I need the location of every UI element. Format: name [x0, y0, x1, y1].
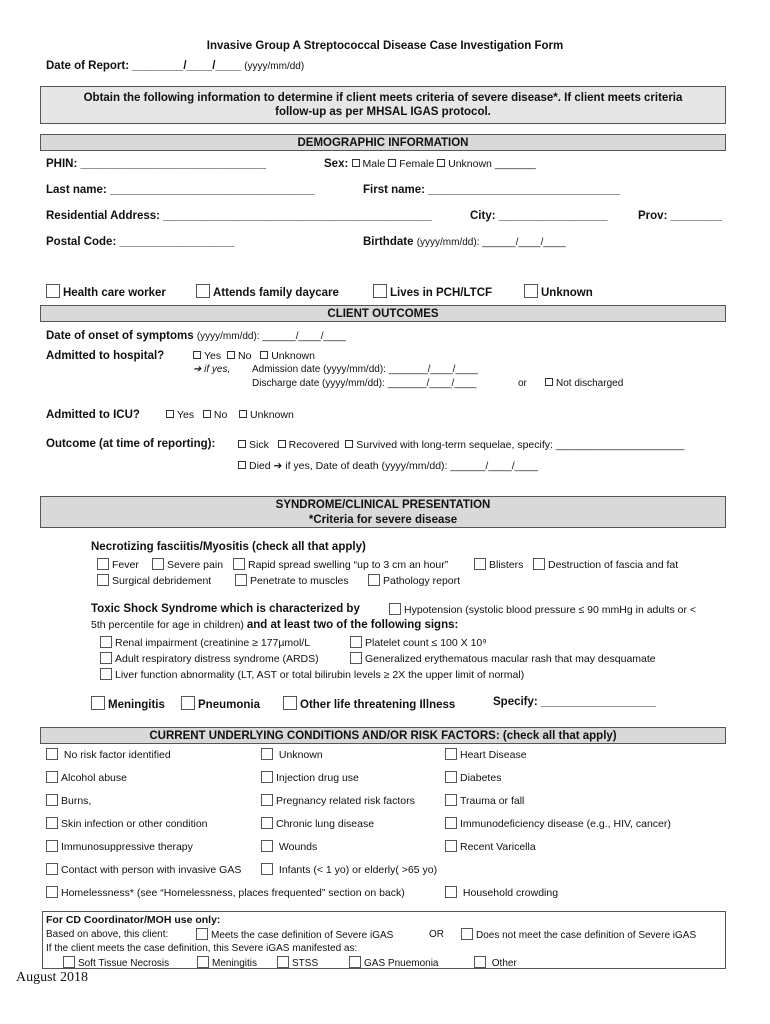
manifest-other[interactable]: Other	[474, 956, 517, 969]
birthdate-field[interactable]: Birthdate (yyyy/mm/dd): ______/____/____	[363, 236, 566, 248]
manifest-meningitis[interactable]: Meningitis	[197, 956, 257, 969]
other-illness-option[interactable]: Other life threatening Illness	[283, 696, 455, 711]
risk-heading: CURRENT UNDERLYING CONDITIONS AND/OR RISK FACTORS: (check all that apply)	[40, 727, 726, 744]
admission-date-field[interactable]: Admission date (yyyy/mm/dd): _______/____/____	[252, 364, 478, 375]
died-option[interactable]: Died ➔ if yes, Date of death (yyyy/mm/dd): ______/____/____	[238, 460, 538, 472]
coordinator-line1: Based on above, this client:	[46, 929, 169, 940]
risk-immunosuppressive[interactable]: Immunosuppressive therapy	[46, 840, 193, 853]
risk-immunodeficiency[interactable]: Immunodeficiency disease (e.g., HIV, cancer)	[445, 817, 671, 830]
client-outcomes-heading: CLIENT OUTCOMES	[40, 305, 726, 322]
risk-age[interactable]: Infants (< 1 yo) or elderly( >65 yo)	[261, 863, 437, 876]
risk-homelessness[interactable]: Homelessness* (see “Homelessness, places frequented” section on back)	[46, 886, 405, 899]
flag-pch-ltcf[interactable]: Lives in PCH/LTCF	[373, 284, 492, 299]
hospital-options[interactable]: Yes No Unknown	[193, 350, 315, 362]
address-field[interactable]: Residential Address: __________________________________________	[46, 210, 432, 222]
tss-liver[interactable]: Liver function abnormality (LT, AST or total bilirubin levels ≥ 2X the upper limit of normal)	[100, 668, 524, 681]
nf-blisters[interactable]: Blisters	[474, 558, 523, 571]
demographic-heading: DEMOGRAPHIC INFORMATION	[40, 134, 726, 151]
nf-title: Necrotizing fasciitis/Myositis (check all that apply)	[91, 541, 366, 553]
nf-fascia[interactable]: Destruction of fascia and fat	[533, 558, 678, 571]
not-meets-definition-option[interactable]: Does not meet the case definition of Severe iGAS	[461, 928, 696, 941]
tss-title: Toxic Shock Syndrome which is characterized by	[91, 603, 360, 615]
nf-fever[interactable]: Fever	[97, 558, 139, 571]
risk-heart[interactable]: Heart Disease	[445, 748, 527, 761]
risk-burns[interactable]: Burns,	[46, 794, 91, 807]
nf-muscles[interactable]: Penetrate to muscles	[235, 574, 349, 587]
risk-diabetes[interactable]: Diabetes	[445, 771, 501, 784]
meningitis-option[interactable]: Meningitis	[91, 696, 165, 711]
specify-field[interactable]: Specify: __________________	[493, 696, 657, 708]
onset-date-field[interactable]: Date of onset of symptoms (yyyy/mm/dd): ______/____/____	[46, 330, 346, 342]
sex-field[interactable]: Sex: Male Female Unknown _______	[324, 158, 536, 170]
intro-line1: Obtain the following information to determine if client meets criteria of severe disease*. If client meets criteria	[83, 92, 683, 104]
form-title: Invasive Group A Streptococcal Disease Case Investigation Form	[206, 40, 564, 52]
risk-unknown[interactable]: Unknown	[261, 748, 323, 761]
risk-wounds[interactable]: Wounds	[261, 840, 317, 853]
pneumonia-option[interactable]: Pneumonia	[181, 696, 260, 711]
tss-percentile: 5th percentile for age in children) and at least two of the following signs:	[91, 619, 459, 631]
city-field[interactable]: City: _________________	[470, 210, 608, 222]
risk-injection-drug[interactable]: Injection drug use	[261, 771, 359, 784]
intro-line2: follow-up as per MHSAL IGAS protocol.	[275, 106, 491, 118]
discharge-date-field[interactable]: Discharge date (yyyy/mm/dd): _______/____/____	[252, 378, 477, 389]
manifest-gas-pneumonia[interactable]: GAS Pnuemonia	[349, 956, 439, 969]
outcome-label: Outcome (at time of reporting):	[46, 438, 216, 450]
manifest-soft-tissue[interactable]: Soft Tissue Necrosis	[63, 956, 169, 969]
coordinator-line2: If the client meets the case definition, this Severe iGAS manifested as:	[46, 943, 358, 954]
phin-field[interactable]: PHIN: _____________________________	[46, 158, 266, 170]
risk-contact-gas[interactable]: Contact with person with invasive GAS	[46, 863, 241, 876]
date-of-report[interactable]: Date of Report: ________/____/____ (yyyy/mm/dd)	[46, 60, 305, 72]
tss-renal[interactable]: Renal impairment (creatinine ≥ 177µmol/L	[100, 636, 310, 649]
risk-alcohol[interactable]: Alcohol abuse	[46, 771, 127, 784]
prov-field[interactable]: Prov: ________	[638, 210, 722, 222]
coordinator-or: OR	[429, 929, 444, 940]
risk-no-factor[interactable]: No risk factor identified	[46, 748, 171, 761]
risk-crowding[interactable]: Household crowding	[445, 886, 558, 899]
footer-date: August 2018	[16, 970, 88, 985]
postal-code-field[interactable]: Postal Code: __________________	[46, 236, 235, 248]
flag-health-care-worker[interactable]: Health care worker	[46, 284, 166, 299]
nf-surgical[interactable]: Surgical debridement	[97, 574, 211, 587]
risk-pregnancy[interactable]: Pregnancy related risk factors	[261, 794, 415, 807]
outcome-options[interactable]: Sick Recovered Survived with long-term sequelae, specify: ______________________	[238, 439, 684, 451]
nf-pathology[interactable]: Pathology report	[368, 574, 460, 587]
nf-severe-pain[interactable]: Severe pain	[152, 558, 223, 571]
risk-lung[interactable]: Chronic lung disease	[261, 817, 374, 830]
flag-unknown[interactable]: Unknown	[524, 284, 593, 299]
or-label: or	[518, 378, 527, 389]
last-name-field[interactable]: Last name: ________________________________	[46, 184, 315, 196]
risk-varicella[interactable]: Recent Varicella	[445, 840, 536, 853]
syndrome-heading: SYNDROME/CLINICAL PRESENTATION *Criteria for severe disease	[40, 496, 726, 528]
admitted-hospital-label: Admitted to hospital?	[46, 350, 165, 362]
coordinator-title: For CD Coordinator/MOH use only:	[46, 914, 221, 926]
first-name-field[interactable]: First name: ______________________________	[363, 184, 621, 196]
risk-skin-infection[interactable]: Skin infection or other condition	[46, 817, 208, 830]
tss-ards[interactable]: Adult respiratory distress syndrome (ARDS)	[100, 652, 319, 665]
admitted-icu-label: Admitted to ICU?	[46, 409, 140, 421]
risk-trauma[interactable]: Trauma or fall	[445, 794, 524, 807]
flag-family-daycare[interactable]: Attends family daycare	[196, 284, 339, 299]
not-discharged-option[interactable]: Not discharged	[545, 378, 623, 389]
nf-rapid-swelling[interactable]: Rapid spread swelling “up to 3 cm an hour”	[233, 558, 448, 571]
meets-definition-option[interactable]: Meets the case definition of Severe iGAS	[196, 928, 393, 941]
tss-rash[interactable]: Generalized erythematous macular rash that may desquamate	[350, 652, 656, 665]
tss-hypotension[interactable]: Hypotension (systolic blood pressure ≤ 90 mmHg in adults or <	[389, 603, 696, 616]
icu-options[interactable]: Yes No Unknown	[166, 409, 294, 421]
manifest-stss[interactable]: STSS	[277, 956, 318, 969]
if-yes-note: ➔ if yes,	[193, 364, 231, 375]
tss-platelet[interactable]: Platelet count ≤ 100 X 10⁹	[350, 636, 487, 649]
